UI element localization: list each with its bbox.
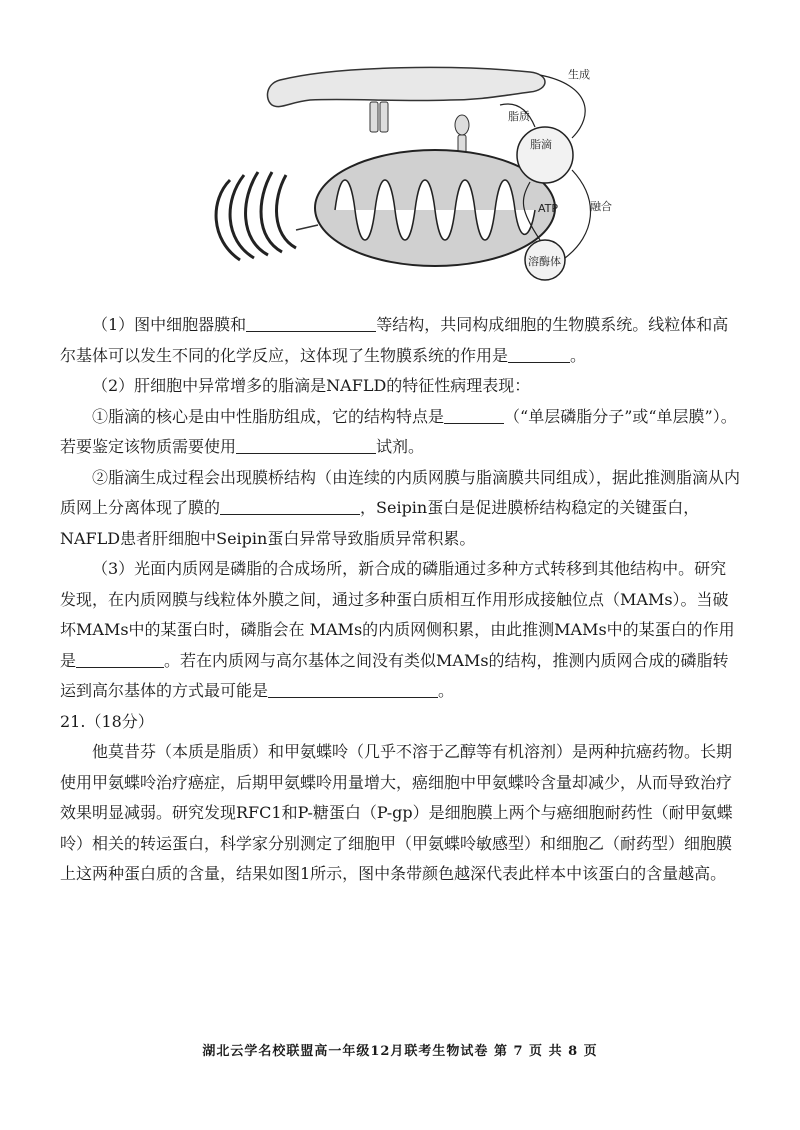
q2-blank-2 [236, 435, 376, 454]
tether-protein-right [455, 115, 469, 155]
label-atp: ATP [538, 202, 559, 215]
q2-blank-3 [220, 496, 360, 515]
q21-header: 21.（18分） [60, 711, 154, 731]
golgi-link [296, 225, 318, 230]
q2-blank-1 [444, 405, 504, 424]
q3-text-c: 。 [438, 681, 455, 700]
organelle-diagram [200, 60, 620, 290]
q2-s1-text-a: ①脂滴的核心是由中性脂肪组成，它的结构特点是 [92, 406, 445, 426]
golgi-apparatus [216, 172, 296, 260]
label-shengcheng: 生成 [568, 68, 590, 81]
label-ronghe: 融合 [590, 200, 612, 213]
q3-blank-1 [76, 649, 164, 668]
label-rongmeiti: 溶酶体 [528, 255, 561, 268]
q2-s2-text-b: ，Seipin蛋白是促进膜桥结构稳定的关键蛋白，NAFLD患者肝细胞中Seipin蛋白异常导致脂质异常积累。 [60, 498, 700, 548]
arrow-fusion [565, 170, 590, 258]
q3-text-b: 。若在内质网与高尔基体之间没有类似MAMs的结构，推测内质网合成的磷脂转运到高尔基体的方式最可能是 [60, 650, 729, 700]
q1-text-a: （1）图中细胞器膜和 [92, 315, 247, 334]
endoplasmic-reticulum [267, 67, 545, 106]
tether-protein-left [370, 102, 388, 132]
q2-sub1 [60, 402, 740, 463]
q1-blank-1 [246, 313, 376, 332]
label-zhidi: 脂滴 [530, 138, 552, 151]
q1-blank-2 [508, 344, 570, 363]
q2-s1-text-b: （“单层磷脂分子”或“单层膜”）。若要鉴定该物质需要使用 [60, 406, 737, 456]
q1-paragraph [60, 310, 740, 371]
q2-s2-text-a: ②脂滴生成过程会出现膜桥结构（由连续的内质网膜与脂滴膜共同组成），据此推测脂滴从内质网上分离体现了膜的 [60, 467, 741, 517]
q21-body: 他莫昔芬（本质是脂质）和甲氨蝶呤（几乎不溶于乙醇等有机溶剂）是两种抗癌药物。长期使用甲氨蝶呤治疗癌症，后期甲氨蝶呤用量增大，癌细胞中甲氨蝶呤含量却减少，从而导致治疗效果明显减弱。研究发现RFC1和P-糖蛋白（P-gp）是细胞膜上两个与癌细胞耐药性（耐甲氨蝶呤）相关的转运蛋白，科学家分别测定了细胞甲（甲氨蝶呤敏感型）和细胞乙（耐药型）细胞膜上这两种蛋白质的含量，结果如图1所示，图中条带颜色越深代表此样本中该蛋白的含量越高。 [60, 742, 733, 883]
q1-text-b: 等结构，共同构成细胞的生物膜系统。线粒体和高尔基体可以发生不同的化学反应，这体现了生物膜系统的作用是 [60, 315, 729, 365]
q2-s1-text-c: 试剂。 [376, 437, 425, 456]
question-body [60, 310, 740, 890]
q2-intro: （2）肝细胞中异常增多的脂滴是NAFLD的特征性病理表现： [92, 376, 531, 395]
page-footer: 湖北云学名校联盟高一年级12月联考生物试卷 第 7 页 共 8 页 [202, 1044, 598, 1059]
lipid-droplet [517, 127, 573, 183]
q3-paragraph [60, 554, 740, 707]
q3-text-a: （3）光面内质网是磷脂的合成场所，新合成的磷脂通过多种方式转移到其他结构中。研究发现，在内质网膜与线粒体外膜之间，通过多种蛋白质相互作用形成接触位点（MAMs）。当破坏MAMs中的某蛋白时，磷脂会在 MAMs的内质网侧积累，由此推测MAMs中的某蛋白的作用是 [60, 559, 735, 670]
q3-blank-2 [268, 679, 438, 698]
organelle-diagram-svg [200, 60, 620, 290]
label-zhizhi: 脂质 [508, 110, 530, 123]
q1-text-c: 。 [570, 345, 587, 365]
q2-sub2 [60, 463, 740, 555]
